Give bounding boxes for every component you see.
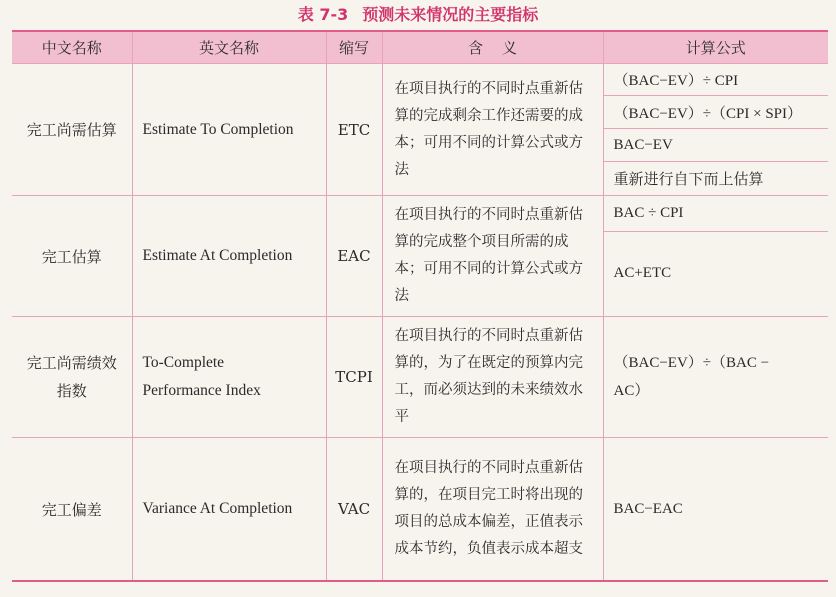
cell-abbr: ETC: [326, 64, 382, 196]
table-number: 表 7-3: [297, 5, 349, 24]
cell-abbr: VAC: [326, 438, 382, 582]
table-row: [12, 64, 828, 96]
cell-meaning: 在项目执行的不同时点重新估算的完成剩余工作还需要的成本；可用不同的计算公式或方法: [382, 64, 603, 196]
header-cn-name: 中文名称: [12, 31, 132, 64]
header-en-name: 英文名称: [132, 31, 326, 64]
cell-abbr: TCPI: [326, 317, 382, 438]
cell-formula: 重新进行自下而上估算: [603, 162, 828, 196]
header-meaning: 含 义: [382, 31, 603, 64]
indicators-table: [12, 30, 828, 582]
cell-cn-name: 完工估算: [12, 196, 132, 317]
cell-cn-name: 完工尚需估算: [12, 64, 132, 196]
header-abbr: 缩写: [326, 31, 382, 64]
header-formula: 计算公式: [603, 31, 828, 64]
cell-abbr: EAC: [326, 196, 382, 317]
table-row: [12, 438, 828, 582]
cell-formula: （BAC−EV）÷ CPI: [603, 64, 828, 96]
cn-name-line: 指数: [56, 382, 87, 400]
cell-en-name: [132, 317, 326, 438]
cell-formula: BAC−EV: [603, 129, 828, 162]
cell-en-name: Estimate At Completion: [132, 196, 326, 317]
cn-name-line: 完工尚需绩效: [26, 354, 117, 372]
table-row: [12, 196, 828, 232]
table-title: 预测未来情况的主要指标: [362, 5, 539, 24]
table-caption: [0, 2, 836, 28]
cell-meaning: 在项目执行的不同时点重新估算的，为了在既定的预算内完工，而必须达到的未来绩效水平: [382, 317, 603, 438]
header-row: [12, 31, 828, 64]
cell-en-name: Variance At Completion: [132, 438, 326, 582]
cell-meaning: 在项目执行的不同时点重新估算的，在项目完工时将出现的项目的总成本偏差，正值表示成本节约，负值表示成本超支: [382, 438, 603, 582]
cell-formula: BAC ÷ CPI: [603, 196, 828, 232]
table-row: [12, 317, 828, 438]
cell-formula: BAC−EAC: [603, 438, 828, 582]
cell-cn-name: 完工偏差: [12, 438, 132, 582]
en-name-line: To-Complete: [142, 354, 225, 371]
cell-en-name: Estimate To Completion: [132, 64, 326, 196]
cell-formula: （BAC−EV）÷（CPI × SPI）: [603, 96, 828, 129]
cell-meaning: 在项目执行的不同时点重新估算的完成整个项目所需的成本；可用不同的计算公式或方法: [382, 196, 603, 317]
cell-formula: （BAC−EV）÷（BAC − AC）: [603, 317, 828, 438]
cell-cn-name: [12, 317, 132, 438]
en-name-line: Performance Index: [142, 382, 261, 399]
cell-formula: AC+ETC: [603, 231, 828, 316]
